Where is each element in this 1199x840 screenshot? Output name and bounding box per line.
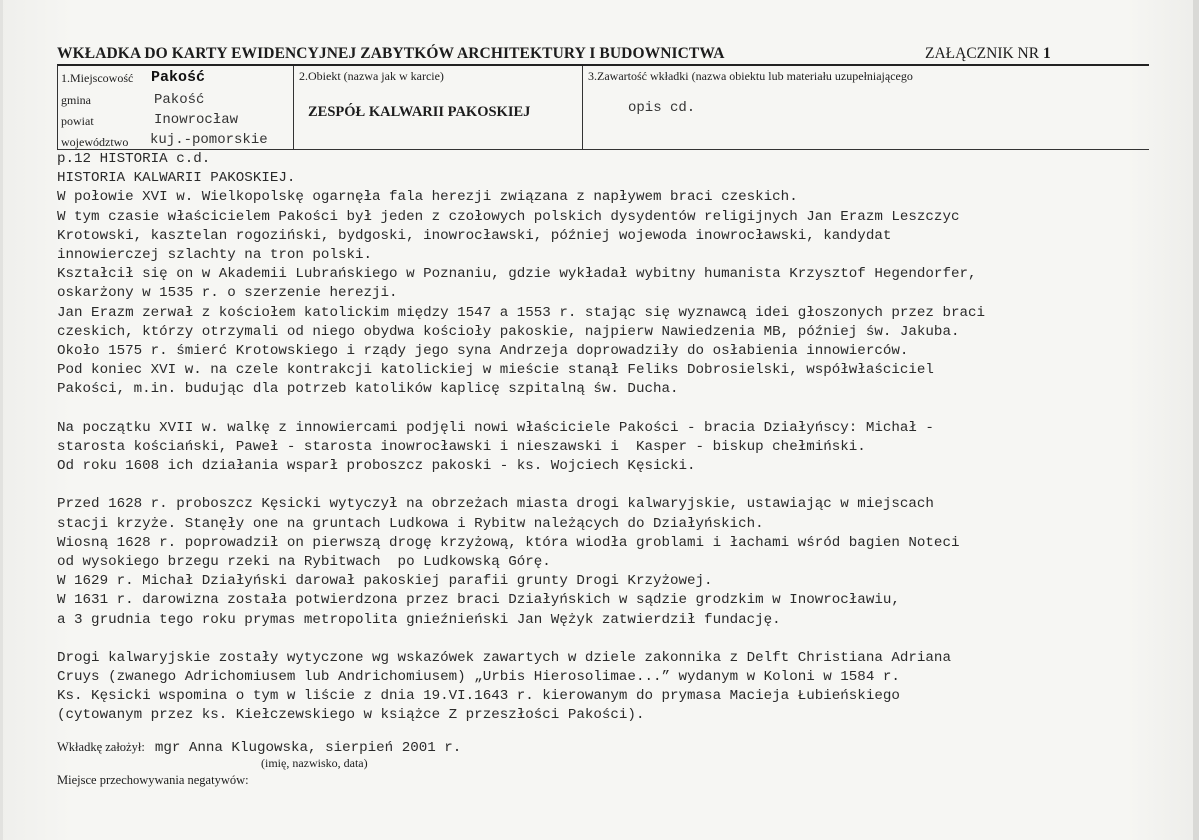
text-line: W połowie XVI w. Wielkopolskę ogarnęła fala herezji związana z napływem braci czeskich. [57,189,798,206]
gmina-label: gmina [61,93,91,107]
text-line: a 3 grudnia tego roku prymas metropolita gnieźnieński Jan Wężyk zatwierdził fundację. [57,611,781,628]
text-line: Ks. Kęsicki wspomina o tym w liście z dnia 19.VI.1643 r. kierowanym do prymasa Macieja Łubieńskiego [57,688,900,705]
author-label: Wkładkę założył: [57,740,145,754]
wojewodztwo-row [61,135,128,150]
text-line: Kształcił się on w Akademii Lubrańskiego w Poznaniu, gdzie wykładał wybitny humanista Krzysztof Hegendorfer, [57,266,977,283]
text-line: Na początku XVII w. walkę z innowiercami podjęli nowi właściciele Pakości - bracia Działyńscy: Michał - [57,419,934,436]
gmina-row [61,93,91,108]
text-line: od wysokiego brzegu rzeki na Rybitwach po Ludkowską Górę. [57,553,551,570]
text-line: Pakości, m.in. budując dla potrzeb katolików kaplicę szpitalną św. Ducha. [57,381,679,398]
column-divider-2 [582,66,583,150]
form-title: WKŁADKA DO KARTY EWIDENCYJNEJ ZABYTKÓW ARCHITEKTURY I BUDOWNICTWA [57,45,725,62]
attachment-number-value: 1 [1042,45,1051,62]
negatives-location-label: Miejsce przechowywania negatywów: [57,773,249,787]
text-line: W tym czasie właścicielem Pakości był jeden z czołowych polskich dysydentów religijnych Jan Erazm Leszczyc [57,208,960,225]
text-line: innowierczej szlachty na tron polski. [57,246,373,263]
author-value: mgr Anna Klugowska, sierpień 2001 r. [154,740,462,756]
wojewodztwo-value: kuj.-pomorskie [150,132,268,148]
miejscowosc-value: Pakość [151,69,206,86]
column-divider-1 [293,66,294,150]
text-line: czeskich, którzy otrzymali od niego obydwa kościoły pakoskie, najpierw Nawiedzenia MB, później św. Jakuba. [57,323,960,340]
text-line: (cytowanym przez ks. Kiełczewskiego w książce Z przeszłości Pakości). [57,707,645,724]
text-line: HISTORIA KALWARII PAKOSKIEJ. [57,170,296,187]
obiekt-value: ZESPÓŁ KALWARII PAKOSKIEJ [308,104,531,120]
text-line: W 1631 r. darowizna została potwierdzona przez braci Działyńskich w sądzie grodzkim w Inowrocławiu, [57,592,900,609]
attachment-number [925,45,1051,63]
miejscowosc-row [61,71,133,86]
zawartosc-label: 3.Zawartość wkładki (nazwa obiektu lub materiału uzupełniającego [588,69,913,83]
powiat-label: powiat [61,114,94,128]
obiekt-label: 2.Obiekt (nazwa jak w karcie) [299,69,444,83]
text-line: Jan Erazm zerwał z kościołem katolickim między 1547 a 1553 r. stając się wyznawcą idei głoszonych przez braci [57,304,986,321]
page-left-edge [0,0,3,840]
powiat-value: Inowrocław [154,112,239,128]
powiat-row [61,114,94,129]
form-fields-table [57,64,1149,150]
gmina-value: Pakość [154,92,205,108]
text-line: oskarżony w 1535 r. o szerzenie herezji. [57,285,398,302]
blank-line [57,399,1147,418]
text-line: Wiosną 1628 r. poprowadził on pierwszą drogę krzyżową, która wiodła groblami i łachami wśród bagien Noteci [57,534,960,551]
history-text [57,150,1147,726]
text-line: Krotowski, kasztelan rogoziński, bydgoski, inowrocławski, później wojewoda inowrocławski, kandydat [57,227,892,244]
text-line: W 1629 r. Michał Działyński darował pakoskiej parafii grunty Drogi Krzyżowej. [57,573,713,590]
text-line: Od roku 1608 ich działania wsparł proboszcz pakoski - ks. Wojciech Kęsicki. [57,458,696,474]
miejscowosc-label: 1.Miejscowość [61,71,134,85]
author-hint: (imię, nazwisko, data) [261,756,368,770]
text-line: Około 1575 r. śmierć Krotowskiego i rządy jego syna Andrzeja doprowadziły do osłabienia innowierców. [57,342,909,359]
wojewodztwo-label: województwo [61,135,129,149]
text-line: Drogi kalwaryjskie zostały wytyczone wg wskazówek zawartych w dziele zakonnika z Delft Christiana Adriana [57,649,951,666]
blank-line [57,476,1147,495]
attachment-label: ZAŁĄCZNIK NR [925,45,1040,62]
blank-line [57,630,1147,649]
text-line: Pod koniec XVI w. na czele kontrakcji katolickiej w mieście stanął Feliks Dobrosielski, współwłaściciel [57,362,934,379]
author-line [57,738,461,756]
text-line: starosta kościański, Paweł - starosta inowrocławski i nieszawski i Kasper - biskup chełmiński. [57,438,866,455]
text-line: Cruys (zwanego Adrichomiusem lub Andrichomiusem) „Urbis Hierosolimae...” wydanym w Koloni w 1584 r. [57,669,900,686]
text-line: p.12 HISTORIA c.d. [57,151,211,167]
text-line: stacji krzyże. Stanęły one na gruntach Ludkowa i Rybitw należących do Działyńskich. [57,515,764,532]
zawartosc-value: opis cd. [628,100,696,116]
page-right-edge [1193,0,1199,840]
text-line: Przed 1628 r. proboszcz Kęsicki wytyczył na obrzeżach miasta drogi kalwaryjskie, ustawiając w miejscach [57,496,934,513]
